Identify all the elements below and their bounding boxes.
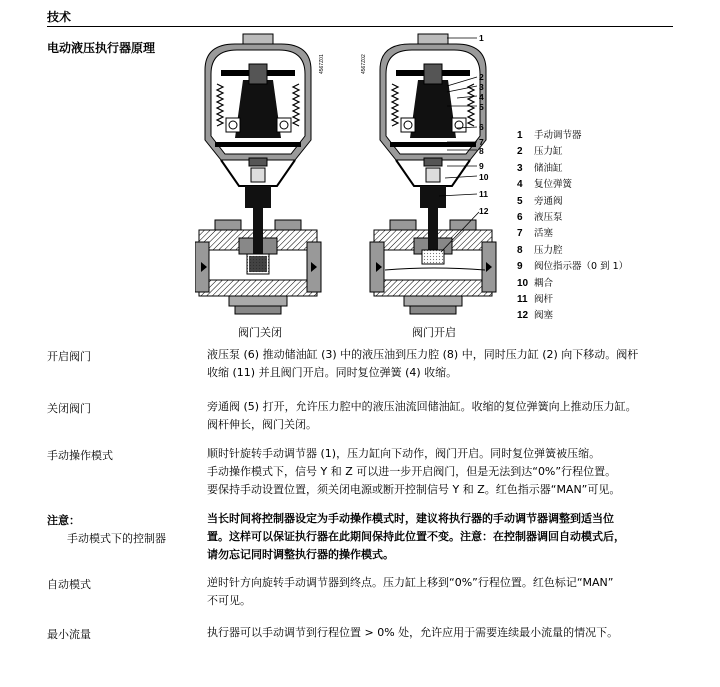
callout-11: 11 (479, 189, 488, 199)
legend-item: 8 压力腔 (517, 244, 563, 256)
page-header-title: 技术 (47, 10, 72, 24)
legend-item: 10 耦合 (517, 277, 554, 289)
row-text-auto-mode: 逆时针方向旋转手动调节器到终点。压力缸上移到“0%”行程位置。红色标记“MAN” 不可见。 (207, 576, 614, 607)
caption-valve-closed: 阀门关闭 (238, 326, 282, 339)
row-label-min-flow: 最小流量 (47, 628, 91, 641)
callout-1: 1 (479, 33, 484, 43)
callout-10: 10 (479, 172, 489, 182)
figure-id-left: 4567Z01 (319, 54, 325, 74)
callout-2: 2 (479, 72, 484, 82)
legend-item: 1 手动调节器 (517, 130, 582, 141)
callout-8: 8 (479, 146, 484, 156)
callout-7: 7 (479, 137, 484, 147)
legend-item: 12 阀塞 (517, 310, 554, 322)
row-label-close-valve: 关闭阀门 (47, 402, 91, 415)
callout-4: 4 (479, 92, 484, 102)
note-label: 注意： (47, 514, 80, 527)
row-label-manual-mode: 手动操作模式 (47, 449, 113, 462)
actuator-diagram (195, 30, 515, 342)
header-rule (47, 26, 673, 27)
legend-item: 11 阀杆 (517, 293, 554, 305)
callout-9: 9 (479, 161, 484, 171)
callout-3: 3 (479, 82, 484, 92)
callout-12: 12 (479, 206, 489, 216)
section-title: 电动液压执行器原理 (47, 41, 156, 55)
legend (517, 128, 628, 325)
legend-item: 9 阀位指示器（0 到 1） (517, 261, 629, 273)
note-text: 当长时间将控制器设定为手动操作模式时，建议将执行器的手动调节器调整到适当位 置。这样可以保证执行器在此期间保持此位置不变。注意：在控制器调回自动模式后， 请勿忘记同时调整执行器的操作模式。 (207, 512, 625, 561)
callout-5: 5 (479, 102, 484, 112)
row-text-min-flow: 执行器可以手动调节到行程位置 > 0% 处，允许应用于需要连续最小流量的情况下。 (207, 626, 619, 639)
legend-item: 5 旁通阀 (517, 195, 563, 207)
row-text-manual-mode: 顺时针旋转手动调节器 (1)，压力缸向下动作，阀门开启。同时复位弹簧被压缩。 手动操作模式下，信号 Y 和 Z 可以进一步开启阀门，但是无法到达“0%”行程位置。 要保持手动设置位置，须关闭电源或断开控制信号 Y 和 Z。红色指示器“MAN”可见。 (207, 447, 621, 496)
legend-item: 3 储油缸 (517, 162, 563, 174)
caption-valve-open: 阀门开启 (412, 326, 456, 339)
legend-item: 7 活塞 (517, 228, 554, 240)
legend-item: 4 复位弹簧 (517, 179, 573, 191)
row-label-auto-mode: 自动模式 (47, 578, 91, 591)
legend-item: 6 液压泵 (517, 211, 563, 223)
row-text-open-valve: 液压泵 (6) 推动储油缸 (3) 中的液压油到压力腔 (8) 中，同时压力缸 (2) 向下移动。阀杆 收缩 (11) 并且阀门开启。同时复位弹簧 (4) 收缩。 (207, 348, 639, 379)
row-label-open-valve: 开启阀门 (47, 350, 91, 363)
note-sublabel: 手动模式下的控制器 (67, 532, 166, 545)
row-text-close-valve: 旁通阀 (5) 打开，允许压力腔中的液压油流回储油缸。收缩的复位弹簧向上推动压力缸。 阀杆伸长，阀门关闭。 (207, 400, 637, 431)
figure-id-right: 4567Z02 (361, 54, 367, 74)
legend-item: 2 压力缸 (517, 146, 563, 158)
callout-6: 6 (479, 122, 484, 132)
